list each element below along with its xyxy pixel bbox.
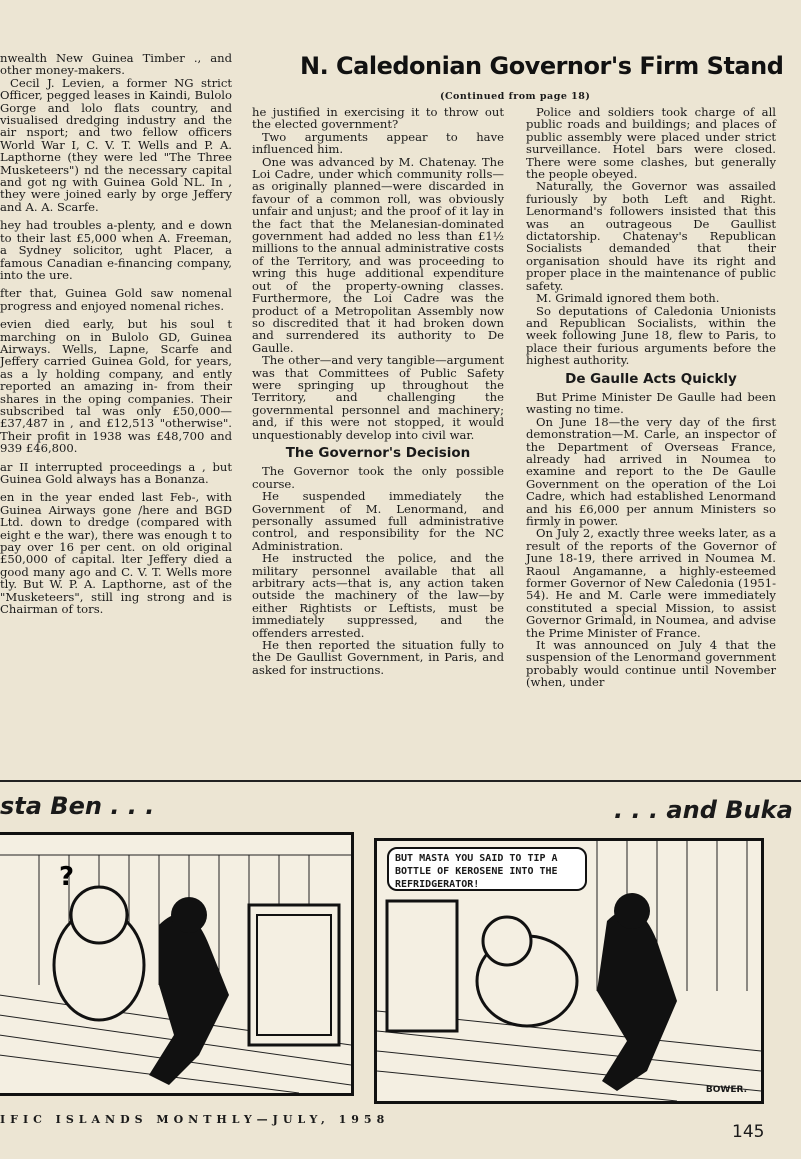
- paragraph: M. Grimald ignored them both.: [536, 291, 720, 306]
- paragraph: he justified in exercising it to throw out the elected government?: [252, 105, 504, 132]
- cartoon-title-right: . . . and Buka: [614, 796, 793, 824]
- paragraph: en in the year ended last Feb-, with Guinea Airways gone /here and BGD Ltd. down to dredge (compared with eight e the war), there was enough t to pay over 16 per cent. on old original £50,000 of capital. lter Jeffery died a good many ago and C. V. T. Wells more tly. But W. P. A. Lapthorne, ast of the "Musketeers", still ing strong and is Chairman of tors.: [0, 490, 232, 617]
- paragraph: He suspended immediately the Government of M. Lenormand, and personally assumed full administrative control, and responsibility for the NC Administration.: [252, 489, 504, 553]
- page-number: 145: [732, 1122, 765, 1142]
- artist-signature: BOWER.: [705, 1085, 747, 1095]
- speech-bubble: BUT MASTA YOU SAID TO TIP A BOTTLE OF KEROSENE INTO THE REFRIDGERATOR!: [387, 847, 587, 891]
- question-mark: ?: [59, 862, 75, 892]
- paragraph: hey had troubles a-plenty, and e down to their last £5,000 when A. Freeman, a Sydney solicitor, ught Placer, a famous Canadian e-financing company, into the ure.: [0, 218, 232, 282]
- paragraph: fter that, Guinea Gold saw nomenal progress and enjoyed nomenal riches.: [0, 286, 232, 313]
- paragraph: But Prime Minister De Gaulle had been wasting no time.: [526, 389, 776, 417]
- left-column-article: [0, 52, 232, 615]
- paragraph: Police and soldiers took charge of all public roads and buildings; and places of public assembly were placed under strict surveillance. Hotel bars were closed. There were some clashes, but generally the people obeyed.: [526, 105, 776, 182]
- paragraph: Cecil J. Levien, a former NG strict Officer, pegged leases in Kaindi, Bulolo Gorge and lolo flats country, and visualised dredging industry and the air nsport; and two fellow officers World War I, C. V. T. Wells and P. A. Lapthorne (they were led "The Three Musketeers") nd the necessary capital and got ng with Guinea Gold NL. In , they were joined early by orge Jeffery and A. A. Scarfe.: [0, 75, 232, 214]
- cartoon-panel-left: [0, 832, 354, 1096]
- cartoon-panel-right: [374, 838, 764, 1104]
- article-headline: N. Caledonian Governor's Firm Stand: [300, 52, 784, 80]
- paragraph: He then reported the situation fully to the De Gaullist Government, in Paris, and asked for instructions.: [252, 638, 504, 677]
- article-column-3: [526, 106, 776, 689]
- paragraph: Naturally, the Governor was assailed furiously by both Left and Right. Lenormand's followers insisted that this was an outrageous De Gaullist dictatorship. Chatenay's Republican Socialists demanded that their organisation should have its right and proper place in the maintenance of public safety.: [526, 179, 776, 293]
- cartoon-title-left: sta Ben . . .: [0, 792, 155, 820]
- paragraph: The Governor took the only possible course.: [252, 464, 504, 491]
- cartoon-illustration-left: [0, 835, 351, 1093]
- paragraph: On June 18—the very day of the first demonstration—M. Carle, an inspector of the Department of Overseas France, already had arrived in Noumea to examine and report to the De Gaulle Government on the operation of the Loi Cadre, which had established Lenormand and his £6,000 per annum Ministers so firmly in power.: [526, 414, 776, 528]
- paragraph: ar II interrupted proceedings a , but Guinea Gold always has a Bonanza.: [0, 459, 232, 486]
- paragraph: The other—and very tangible—argument was that Committees of Public Safety were springing up throughout the Territory, and challenging the governmental personnel and machinery; and, if this were not stopped, it would unquestionably develop into civil war.: [252, 353, 504, 442]
- paragraph: He instructed the police, and the military personnel available that all arbitrary acts—that is, any action taken outside the machinery of the law—by either Rightists or Leftists, must be immediately suppressed, and the offenders arrested.: [252, 551, 504, 640]
- continued-note: (Continued from page 18): [440, 91, 591, 102]
- paragraph: It was announced on July 4 that the suspension of the Lenormand government probably would continue until November (when, under: [526, 638, 776, 690]
- magazine-footer: IFIC ISLANDS MONTHLY—JULY, 1958: [0, 1113, 390, 1126]
- paragraph: evien died early, but his soul t marching on in Bulolo GD, Guinea Airways. Wells, Lapne, Scarfe and Jeffery carried Guinea Gold, for years, as a ly holding company, and ently reported an amazing in- from their shares in the oping companies. Their subscribed tal was only £50,000—£37,487 in , and £12,513 "otherwise". Their profit in 1938 was £48,700 and 939 £46,800.: [0, 317, 232, 456]
- paragraph: So deputations of Caledonia Unionists and Republican Socialists, within the week following June 18, flew to Paris, to place their furious arguments before the highest authority.: [526, 303, 776, 368]
- subheading: The Governor's Decision: [285, 444, 471, 461]
- paragraph: On July 2, exactly three weeks later, as a result of the reports of the Governor of June 18-19, there arrived in Noumea M. Raoul Angamanne, a highly-esteemed former Governor of New Caledonia (1951-54). He and M. Carle were immediately constituted a special Mission, to assist Governor Grimald, in Noumea, and advise the Prime Minister of France.: [526, 526, 776, 640]
- article-column-2: [252, 106, 504, 676]
- paragraph: Two arguments appear to have influenced him.: [252, 129, 504, 157]
- subheading: De Gaulle Acts Quickly: [565, 370, 737, 387]
- paragraph: nwealth New Guinea Timber ., and other money-makers.: [0, 51, 232, 78]
- divider-rule: [0, 780, 801, 782]
- paragraph: One was advanced by M. Chatenay. The Loi Cadre, under which community rolls—as originally planned—were discarded in favour of a common roll, was obviously unfair and unjust; and the proof of it lay in the fact that the Melanesian-dominated government had added no less than £1½ millions to the annual administrative costs of the Territory, and was proceeding to wring this huge additional expenditure out of the property-owning classes. Furthermore, the Loi Cadre was the product of a Metropolitan Assembly now so discredited that it had broken down and surrendered its authority to De Gaulle.: [252, 154, 504, 355]
